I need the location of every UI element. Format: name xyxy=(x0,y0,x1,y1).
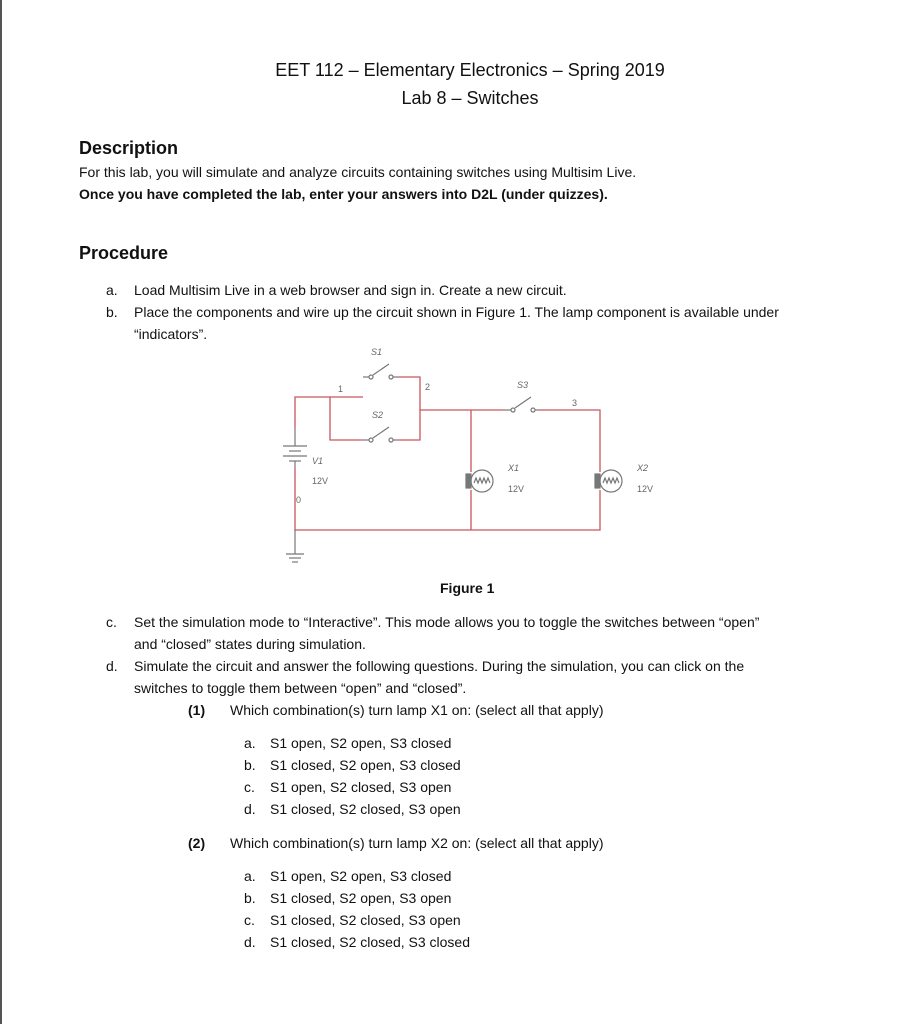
option-text: S1 closed, S2 open, S3 closed xyxy=(270,757,461,773)
description-heading: Description xyxy=(79,138,179,158)
q1-option-d[interactable] xyxy=(244,801,461,817)
lamp-x2 xyxy=(595,470,622,492)
option-text: S1 closed, S2 closed, S3 open xyxy=(270,801,461,817)
label-x1: X1 xyxy=(508,463,520,473)
q2-option-a[interactable] xyxy=(244,868,451,884)
label-node-1: 1 xyxy=(338,384,344,394)
description-instruction: Once you have completed the lab, enter your answers into D2L (under quizzes). xyxy=(79,186,608,202)
question-1 xyxy=(188,702,604,718)
option-text: S1 open, S2 closed, S3 open xyxy=(270,779,452,795)
label-node-3: 3 xyxy=(572,398,578,408)
wire-s2-node2 xyxy=(397,410,505,440)
wire-s3-x2 xyxy=(539,410,600,472)
option-text: S1 open, S2 open, S3 closed xyxy=(270,735,452,751)
option-marker: a. xyxy=(244,868,256,884)
question-2 xyxy=(188,835,604,851)
question-number: (2) xyxy=(188,835,206,851)
description-text: For this lab, you will simulate and analyze circuits containing switches using Multisim Live. xyxy=(79,164,637,180)
option-marker: b. xyxy=(244,757,256,773)
figure-caption: Figure 1 xyxy=(440,580,495,596)
label-x1-value: 12V xyxy=(508,484,525,494)
question-prompt: Which combination(s) turn lamp X2 on: (select all that apply) xyxy=(230,835,604,851)
switch-s3[interactable] xyxy=(505,397,539,412)
label-node-2: 2 xyxy=(425,382,431,392)
option-text: S1 closed, S2 closed, S3 open xyxy=(270,912,461,928)
question-number: (1) xyxy=(188,702,206,718)
question-prompt: Which combination(s) turn lamp X1 on: (select all that apply) xyxy=(230,702,604,718)
label-x2: X2 xyxy=(637,463,649,473)
label-v1: V1 xyxy=(312,456,324,466)
ground-symbol xyxy=(286,530,304,562)
procedure-step-d xyxy=(106,658,744,674)
battery-v1-symbol xyxy=(283,428,307,468)
label-v1-value: 12V xyxy=(312,476,329,486)
switch-s1[interactable] xyxy=(363,364,397,379)
step-marker: a. xyxy=(106,282,118,298)
q1-option-c[interactable] xyxy=(244,779,451,795)
q1-option-a[interactable] xyxy=(244,735,451,751)
option-text: S1 open, S2 open, S3 closed xyxy=(270,868,452,884)
step-text: Set the simulation mode to “Interactive”. This mode allows you to toggle the switches between “open” xyxy=(134,614,760,630)
wire-node1-s2 xyxy=(295,397,363,440)
option-text: S1 closed, S2 closed, S3 closed xyxy=(270,934,471,950)
wire-x2-gnd xyxy=(295,468,600,530)
q1-option-b[interactable] xyxy=(244,757,461,773)
q2-option-b[interactable] xyxy=(244,890,451,906)
step-text: Simulate the circuit and answer the following questions. During the simulation, you can click on the xyxy=(134,658,745,674)
step-marker: d. xyxy=(106,658,118,674)
wire-s1-node2 xyxy=(397,377,420,410)
option-marker: c. xyxy=(244,779,255,795)
procedure-heading: Procedure xyxy=(79,243,169,263)
label-s3: S3 xyxy=(517,380,529,390)
option-text: S1 closed, S2 open, S3 open xyxy=(270,890,452,906)
q2-option-d[interactable] xyxy=(244,934,470,950)
circuit-wires xyxy=(295,377,600,530)
option-marker: d. xyxy=(244,934,256,950)
procedure-step-c xyxy=(106,614,759,630)
step-marker: c. xyxy=(106,614,117,630)
switch-s2[interactable] xyxy=(363,427,397,442)
procedure-step-a xyxy=(106,282,567,298)
q2-option-c[interactable] xyxy=(244,912,461,928)
circuit-components xyxy=(283,364,622,562)
procedure-step-b xyxy=(106,304,779,320)
step-marker: b. xyxy=(106,304,118,320)
page-left-border xyxy=(0,0,2,1024)
doc-title: EET 112 – Elementary Electronics – Spring 2019 xyxy=(275,60,665,80)
label-x2-value: 12V xyxy=(637,484,654,494)
label-s2: S2 xyxy=(372,410,384,420)
step-text: Load Multisim Live in a web browser and sign in. Create a new circuit. xyxy=(134,282,567,298)
option-marker: b. xyxy=(244,890,256,906)
circuit-figure xyxy=(270,340,670,570)
option-marker: d. xyxy=(244,801,256,817)
option-marker: c. xyxy=(244,912,255,928)
procedure-step-d-cont: switches to toggle them between “open” and “closed”. xyxy=(134,680,467,696)
procedure-step-c-cont: and “closed” states during simulation. xyxy=(134,636,366,652)
label-s1: S1 xyxy=(371,347,383,357)
procedure-step-b-cont: “indicators”. xyxy=(134,326,208,342)
step-text: Place the components and wire up the circuit shown in Figure 1. The lamp component is available under xyxy=(134,304,779,320)
option-marker: a. xyxy=(244,735,256,751)
label-node-0: 0 xyxy=(296,495,302,505)
doc-subtitle: Lab 8 – Switches xyxy=(401,88,539,108)
lamp-x1 xyxy=(466,470,493,492)
